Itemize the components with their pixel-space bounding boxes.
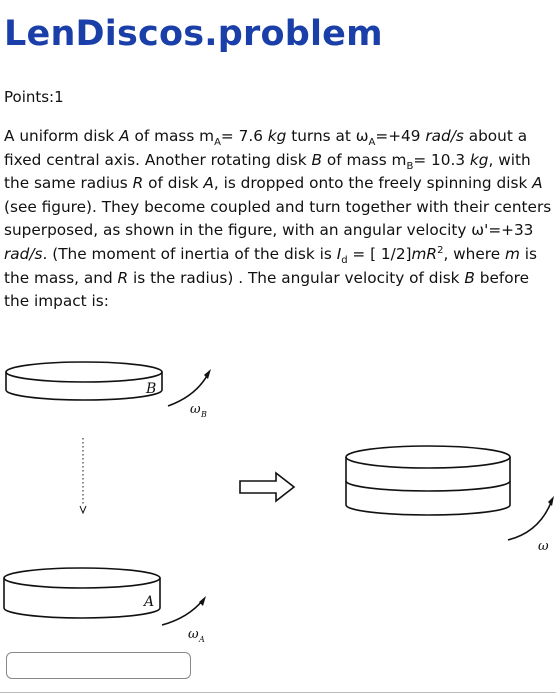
omega-arrow: [508, 500, 552, 540]
omega-b-sub: B: [201, 410, 207, 419]
omega-a-sub: A: [199, 635, 205, 644]
problem-statement: A uniform disk A of mass $m_A= 7.6$ kg turns at $\omega_A=+49$ rad/s about a fixed central axis. Another rotating disk B of mass $m_B= 10.3$ kg, with the same radius R of disk A, is dropped onto the freely spinning disk A (see figure). They become coupled and turn together with their centers superposed, as shown in the figure, with an angular velocity ω'=+33 rad/s. (The moment of inertia of the disk is $I_d$ = [ $1/2]mR^2$, where m is the mass, and R is the radius) . The angular velocity of disk B before the impact is:: [4, 127, 552, 311]
points-label: Points:1: [4, 88, 64, 106]
omega-label: ω: [538, 539, 549, 554]
page-title: LenDiscos.problem: [4, 14, 383, 54]
omega-a-arrow: [162, 600, 203, 625]
omega-b-label: ω: [190, 402, 201, 417]
omega-a-label: ω: [188, 627, 199, 642]
disk-collision-figure: [0, 360, 556, 650]
answer-input[interactable]: [6, 652, 191, 679]
transition-arrow: [240, 473, 294, 501]
disk-b: [6, 362, 162, 400]
divider: [0, 692, 556, 693]
disk-b-label: B: [146, 381, 157, 397]
omega-b-arrow: [168, 374, 208, 406]
disk-a: [4, 568, 160, 618]
combined-disks: [346, 446, 510, 515]
disk-a-label: A: [144, 594, 155, 610]
